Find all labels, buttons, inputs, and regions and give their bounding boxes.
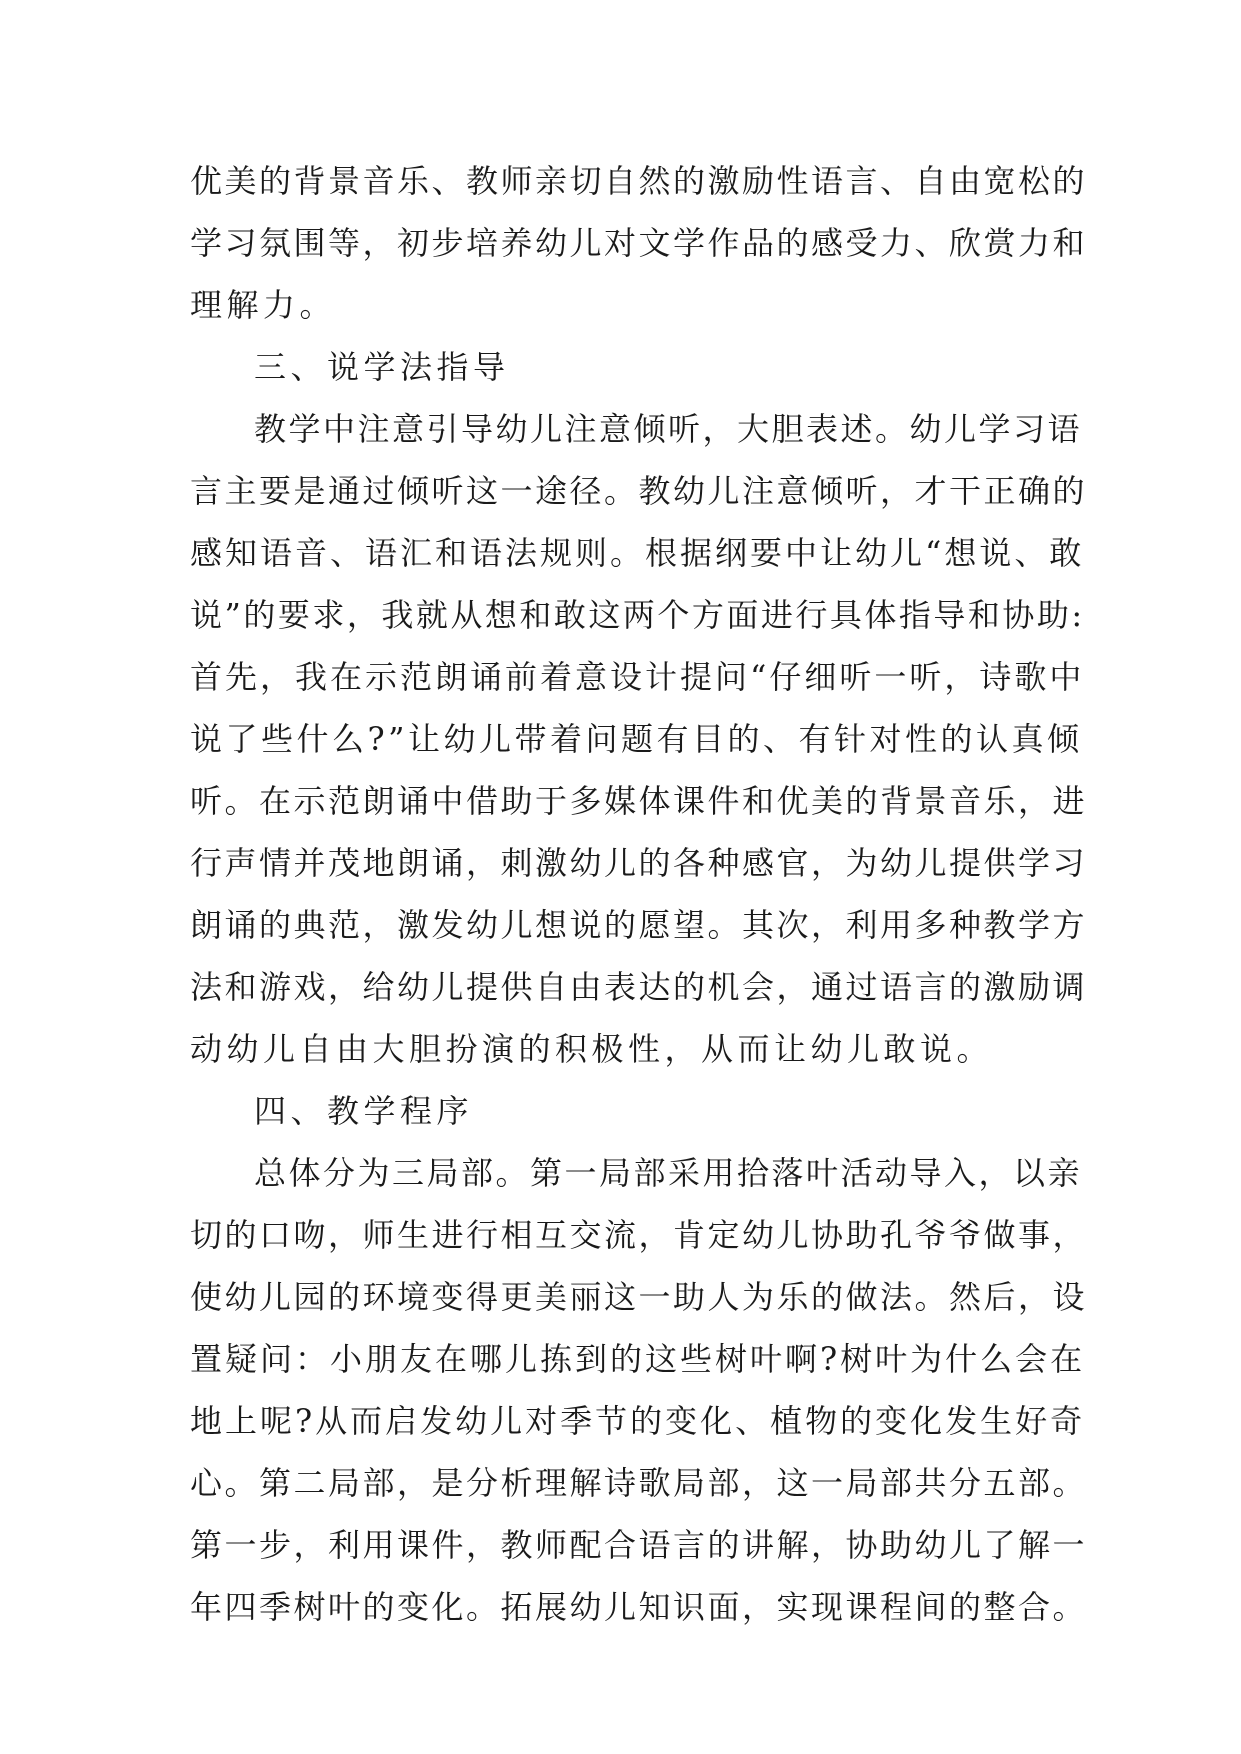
- text-line: 总体分为三局部。第一局部采用拾落叶活动导入，以亲: [254, 1154, 1083, 1192]
- text-line: 首先，我在示范朗诵前着意设计提问“仔细听一听，诗歌中: [190, 658, 1085, 696]
- text-line: 年四季树叶的变化。拓展幼儿知识面，实现课程间的整合。: [190, 1588, 1088, 1626]
- text-line: 感知语音、语汇和语法规则。根据纲要中让幼儿“想说、敢: [190, 534, 1085, 572]
- text-line: 法和游戏，给幼儿提供自由表达的机会，通过语言的激励调: [190, 968, 1088, 1006]
- text-line: 说”的要求，我就从想和敢这两个方面进行具体指导和协助:: [190, 596, 1085, 634]
- text-line: 心。第二局部，是分析理解诗歌局部，这一局部共分五部。: [190, 1464, 1088, 1502]
- text-line: 学习氛围等，初步培养幼儿对文学作品的感受力、欣赏力和: [190, 224, 1088, 262]
- text-line: 听。在示范朗诵中借助于多媒体课件和优美的背景音乐，进: [190, 782, 1088, 820]
- text-line: 第一步，利用课件，教师配合语言的讲解，协助幼儿了解一: [190, 1526, 1088, 1564]
- text-line: 优美的背景音乐、教师亲切自然的激励性语言、自由宽松的: [190, 162, 1088, 200]
- text-line: 动幼儿自由大胆扮演的积极性，从而让幼儿敢说。: [190, 1030, 994, 1068]
- text-line: 说了些什么?”让幼儿带着问题有目的、有针对性的认真倾: [190, 720, 1083, 758]
- text-line: 理解力。: [190, 286, 337, 324]
- text-line: 地上呢?从而启发幼儿对季节的变化、植物的变化发生好奇: [190, 1402, 1086, 1440]
- text-line: 言主要是通过倾听这一途径。教幼儿注意倾听，才干正确的: [190, 472, 1088, 510]
- text-line: 置疑问：小朋友在哪儿拣到的这些树叶啊?树叶为什么会在: [190, 1340, 1086, 1378]
- section-heading: 四、教学程序: [254, 1092, 474, 1130]
- text-line: 使幼儿园的环境变得更美丽这一助人为乐的做法。然后，设: [190, 1278, 1088, 1316]
- text-line: 行声情并茂地朗诵，刺激幼儿的各种感官，为幼儿提供学习: [190, 844, 1088, 882]
- body-text: [190, 150, 1088, 1638]
- text-line: 切的口吻，师生进行相互交流，肯定幼儿协助孔爷爷做事，: [190, 1216, 1088, 1254]
- section-heading: 三、说学法指导: [254, 348, 510, 386]
- text-line: 朗诵的典范，激发幼儿想说的愿望。其次，利用多种教学方: [190, 906, 1088, 944]
- text-line: 教学中注意引导幼儿注意倾听，大胆表述。幼儿学习语: [254, 410, 1083, 448]
